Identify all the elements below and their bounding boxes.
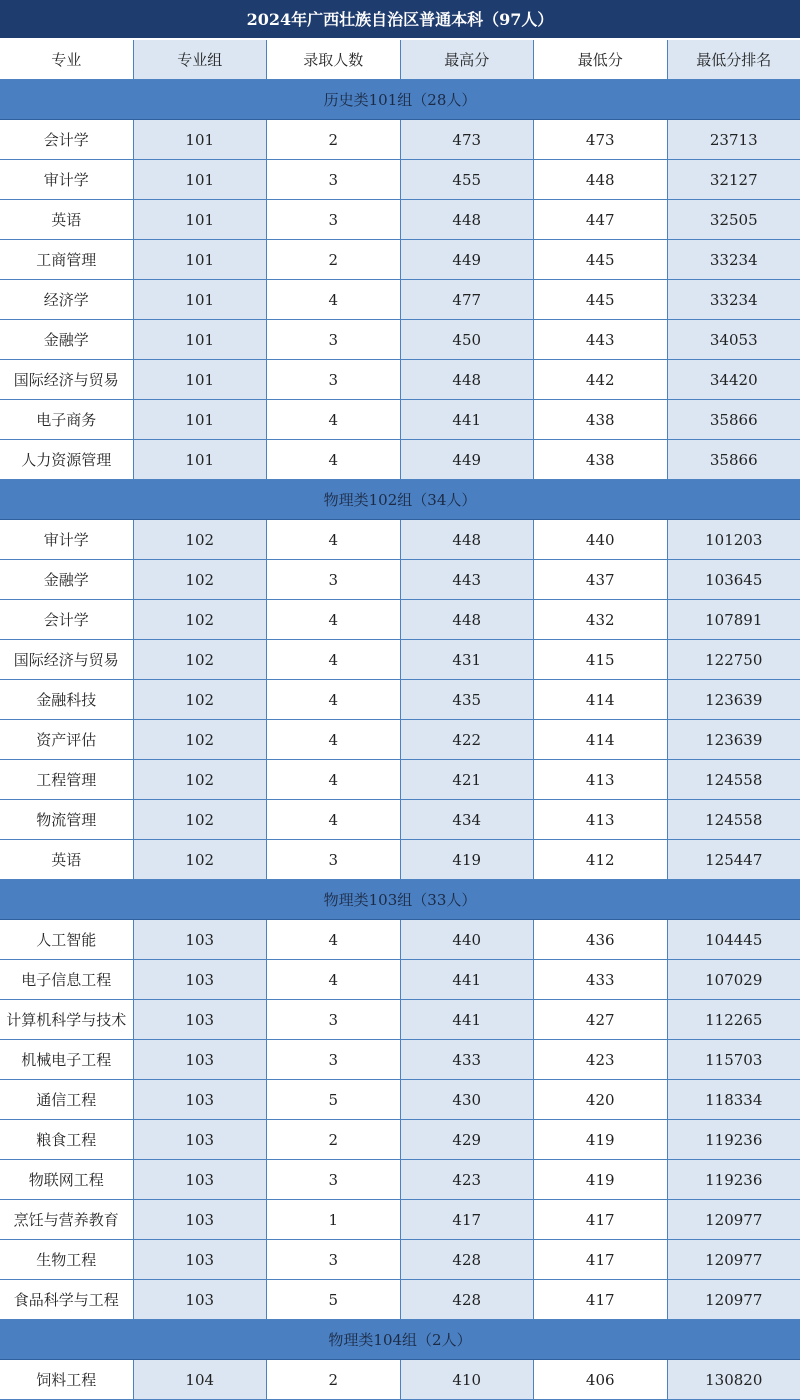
cell-min-rank: 101203 — [668, 520, 800, 559]
cell-min-rank: 122750 — [668, 640, 800, 679]
cell-group: 101 — [134, 120, 268, 159]
table-row — [0, 120, 800, 160]
cell-group: 101 — [134, 360, 268, 399]
table-row — [0, 600, 800, 640]
cell-group: 103 — [134, 1000, 268, 1039]
cell-group: 103 — [134, 960, 268, 999]
table-row — [0, 920, 800, 960]
cell-admitted: 3 — [267, 1160, 401, 1199]
cell-min-score: 414 — [534, 680, 668, 719]
cell-min-score: 419 — [534, 1160, 668, 1199]
table-row — [0, 1120, 800, 1160]
table-header-row — [0, 40, 800, 80]
cell-major: 机械电子工程 — [0, 1040, 134, 1079]
cell-min-score: 413 — [534, 800, 668, 839]
cell-max-score: 448 — [401, 600, 535, 639]
cell-admitted: 1 — [267, 1200, 401, 1239]
cell-min-rank: 124558 — [668, 760, 800, 799]
cell-max-score: 422 — [401, 720, 535, 759]
table-row — [0, 960, 800, 1000]
cell-min-rank: 104445 — [668, 920, 800, 959]
cell-min-rank: 123639 — [668, 720, 800, 759]
cell-group: 103 — [134, 1040, 268, 1079]
cell-max-score: 441 — [401, 960, 535, 999]
cell-group: 102 — [134, 560, 268, 599]
table-row — [0, 520, 800, 560]
cell-group: 101 — [134, 400, 268, 439]
cell-group: 102 — [134, 720, 268, 759]
table-row — [0, 440, 800, 480]
cell-min-score: 442 — [534, 360, 668, 399]
cell-min-rank: 107029 — [668, 960, 800, 999]
cell-major: 物流管理 — [0, 800, 134, 839]
cell-min-rank: 119236 — [668, 1160, 800, 1199]
cell-major: 金融学 — [0, 320, 134, 359]
cell-major: 物联网工程 — [0, 1160, 134, 1199]
cell-min-rank: 33234 — [668, 280, 800, 319]
header-max-score: 最高分 — [401, 40, 535, 79]
cell-min-rank: 119236 — [668, 1120, 800, 1159]
cell-group: 102 — [134, 680, 268, 719]
cell-major: 金融科技 — [0, 680, 134, 719]
cell-min-rank: 34053 — [668, 320, 800, 359]
cell-min-score: 445 — [534, 240, 668, 279]
cell-min-rank: 125447 — [668, 840, 800, 879]
cell-group: 103 — [134, 1240, 268, 1279]
cell-min-score: 427 — [534, 1000, 668, 1039]
cell-max-score: 449 — [401, 240, 535, 279]
cell-max-score: 441 — [401, 400, 535, 439]
cell-group: 102 — [134, 640, 268, 679]
header-min-rank: 最低分排名 — [668, 40, 800, 79]
cell-min-score: 473 — [534, 120, 668, 159]
table-row — [0, 1200, 800, 1240]
cell-min-score: 415 — [534, 640, 668, 679]
cell-min-rank: 107891 — [668, 600, 800, 639]
cell-max-score: 428 — [401, 1280, 535, 1319]
cell-min-rank: 34420 — [668, 360, 800, 399]
cell-major: 通信工程 — [0, 1080, 134, 1119]
cell-admitted: 4 — [267, 920, 401, 959]
cell-major: 经济学 — [0, 280, 134, 319]
cell-admitted: 4 — [267, 680, 401, 719]
table-row — [0, 160, 800, 200]
table-row — [0, 680, 800, 720]
cell-max-score: 421 — [401, 760, 535, 799]
cell-min-score: 406 — [534, 1360, 668, 1399]
cell-min-score: 419 — [534, 1120, 668, 1159]
cell-major: 电子商务 — [0, 400, 134, 439]
cell-major: 生物工程 — [0, 1240, 134, 1279]
cell-admitted: 3 — [267, 560, 401, 599]
cell-group: 102 — [134, 800, 268, 839]
cell-min-rank: 130820 — [668, 1360, 800, 1399]
table-row — [0, 1240, 800, 1280]
table-row — [0, 640, 800, 680]
cell-min-score: 438 — [534, 400, 668, 439]
table-row — [0, 1360, 800, 1400]
cell-min-score: 413 — [534, 760, 668, 799]
cell-min-rank: 120977 — [668, 1240, 800, 1279]
cell-admitted: 3 — [267, 160, 401, 199]
cell-min-score: 443 — [534, 320, 668, 359]
cell-min-score: 440 — [534, 520, 668, 559]
cell-major: 饲料工程 — [0, 1360, 134, 1399]
cell-admitted: 4 — [267, 400, 401, 439]
table-row — [0, 760, 800, 800]
cell-max-score: 449 — [401, 440, 535, 479]
cell-max-score: 473 — [401, 120, 535, 159]
cell-group: 101 — [134, 200, 268, 239]
cell-min-score: 437 — [534, 560, 668, 599]
cell-min-rank: 112265 — [668, 1000, 800, 1039]
cell-group: 102 — [134, 840, 268, 879]
header-min-score: 最低分 — [534, 40, 668, 79]
header-group: 专业组 — [134, 40, 268, 79]
table-row — [0, 1280, 800, 1320]
cell-group: 101 — [134, 280, 268, 319]
cell-admitted: 3 — [267, 840, 401, 879]
cell-major: 会计学 — [0, 120, 134, 159]
cell-group: 101 — [134, 160, 268, 199]
cell-major: 英语 — [0, 840, 134, 879]
cell-min-rank: 23713 — [668, 120, 800, 159]
cell-major: 食品科学与工程 — [0, 1280, 134, 1319]
cell-admitted: 3 — [267, 1040, 401, 1079]
cell-group: 103 — [134, 1080, 268, 1119]
cell-major: 粮食工程 — [0, 1120, 134, 1159]
cell-admitted: 3 — [267, 200, 401, 239]
cell-admitted: 3 — [267, 1000, 401, 1039]
cell-group: 103 — [134, 1120, 268, 1159]
cell-major: 英语 — [0, 200, 134, 239]
cell-min-rank: 32127 — [668, 160, 800, 199]
cell-major: 人工智能 — [0, 920, 134, 959]
cell-min-score: 448 — [534, 160, 668, 199]
cell-max-score: 448 — [401, 360, 535, 399]
cell-min-rank: 103645 — [668, 560, 800, 599]
cell-admitted: 4 — [267, 280, 401, 319]
table-row — [0, 360, 800, 400]
table-row — [0, 840, 800, 880]
cell-max-score: 417 — [401, 1200, 535, 1239]
cell-major: 资产评估 — [0, 720, 134, 759]
cell-major: 国际经济与贸易 — [0, 360, 134, 399]
cell-admitted: 4 — [267, 800, 401, 839]
cell-min-rank: 123639 — [668, 680, 800, 719]
cell-min-score: 438 — [534, 440, 668, 479]
table-row — [0, 280, 800, 320]
cell-min-rank: 35866 — [668, 440, 800, 479]
cell-group: 101 — [134, 240, 268, 279]
cell-group: 102 — [134, 600, 268, 639]
cell-admitted: 4 — [267, 720, 401, 759]
table-row — [0, 560, 800, 600]
cell-major: 烹饪与营养教育 — [0, 1200, 134, 1239]
table-row — [0, 320, 800, 360]
cell-group: 101 — [134, 440, 268, 479]
cell-admitted: 4 — [267, 600, 401, 639]
group-header: 历史类101组（28人） — [0, 80, 800, 120]
group-header: 物理类104组（2人） — [0, 1320, 800, 1360]
cell-max-score: 448 — [401, 200, 535, 239]
cell-max-score: 450 — [401, 320, 535, 359]
table-row — [0, 1040, 800, 1080]
cell-max-score: 441 — [401, 1000, 535, 1039]
cell-admitted: 5 — [267, 1280, 401, 1319]
cell-min-rank: 120977 — [668, 1280, 800, 1319]
group-header: 物理类103组（33人） — [0, 880, 800, 920]
cell-min-rank: 35866 — [668, 400, 800, 439]
cell-group: 102 — [134, 760, 268, 799]
cell-max-score: 410 — [401, 1360, 535, 1399]
cell-admitted: 3 — [267, 360, 401, 399]
table-row — [0, 1000, 800, 1040]
cell-min-rank: 120977 — [668, 1200, 800, 1239]
cell-admitted: 2 — [267, 240, 401, 279]
cell-max-score: 455 — [401, 160, 535, 199]
table-title: 2024年广西壮族自治区普通本科（97人） — [0, 0, 800, 40]
cell-max-score: 428 — [401, 1240, 535, 1279]
cell-max-score: 435 — [401, 680, 535, 719]
cell-major: 国际经济与贸易 — [0, 640, 134, 679]
cell-group: 103 — [134, 920, 268, 959]
cell-max-score: 433 — [401, 1040, 535, 1079]
cell-min-score: 432 — [534, 600, 668, 639]
table-row — [0, 400, 800, 440]
cell-major: 审计学 — [0, 160, 134, 199]
cell-major: 金融学 — [0, 560, 134, 599]
cell-group: 103 — [134, 1200, 268, 1239]
cell-admitted: 2 — [267, 1120, 401, 1159]
cell-min-score: 417 — [534, 1280, 668, 1319]
cell-max-score: 429 — [401, 1120, 535, 1159]
cell-min-rank: 33234 — [668, 240, 800, 279]
cell-min-score: 417 — [534, 1200, 668, 1239]
cell-min-score: 436 — [534, 920, 668, 959]
cell-max-score: 443 — [401, 560, 535, 599]
cell-min-rank: 115703 — [668, 1040, 800, 1079]
cell-major: 计算机科学与技术 — [0, 1000, 134, 1039]
cell-major: 电子信息工程 — [0, 960, 134, 999]
cell-admitted: 2 — [267, 1360, 401, 1399]
table-row — [0, 800, 800, 840]
table-row — [0, 240, 800, 280]
table-row — [0, 720, 800, 760]
cell-max-score: 423 — [401, 1160, 535, 1199]
cell-min-score: 447 — [534, 200, 668, 239]
cell-admitted: 3 — [267, 320, 401, 359]
cell-admitted: 2 — [267, 120, 401, 159]
cell-admitted: 4 — [267, 960, 401, 999]
table-row — [0, 1160, 800, 1200]
table-row — [0, 1080, 800, 1120]
cell-min-score: 420 — [534, 1080, 668, 1119]
cell-max-score: 440 — [401, 920, 535, 959]
cell-major: 工程管理 — [0, 760, 134, 799]
cell-max-score: 434 — [401, 800, 535, 839]
cell-min-score: 412 — [534, 840, 668, 879]
table-row — [0, 200, 800, 240]
cell-admitted: 4 — [267, 520, 401, 559]
cell-max-score: 419 — [401, 840, 535, 879]
header-major: 专业 — [0, 40, 134, 79]
cell-group: 104 — [134, 1360, 268, 1399]
cell-min-score: 445 — [534, 280, 668, 319]
cell-group: 102 — [134, 520, 268, 559]
cell-admitted: 4 — [267, 440, 401, 479]
cell-min-score: 417 — [534, 1240, 668, 1279]
cell-major: 人力资源管理 — [0, 440, 134, 479]
cell-min-score: 433 — [534, 960, 668, 999]
cell-group: 103 — [134, 1160, 268, 1199]
cell-max-score: 477 — [401, 280, 535, 319]
cell-max-score: 431 — [401, 640, 535, 679]
header-admitted: 录取人数 — [267, 40, 401, 79]
cell-major: 会计学 — [0, 600, 134, 639]
cell-group: 101 — [134, 320, 268, 359]
cell-max-score: 430 — [401, 1080, 535, 1119]
group-header: 物理类102组（34人） — [0, 480, 800, 520]
cell-min-rank: 32505 — [668, 200, 800, 239]
cell-admitted: 4 — [267, 640, 401, 679]
cell-max-score: 448 — [401, 520, 535, 559]
cell-admitted: 5 — [267, 1080, 401, 1119]
cell-min-score: 414 — [534, 720, 668, 759]
table-body — [0, 80, 800, 1400]
cell-major: 工商管理 — [0, 240, 134, 279]
cell-min-score: 423 — [534, 1040, 668, 1079]
cell-admitted: 3 — [267, 1240, 401, 1279]
cell-major: 审计学 — [0, 520, 134, 559]
cell-admitted: 4 — [267, 760, 401, 799]
cell-min-rank: 124558 — [668, 800, 800, 839]
cell-min-rank: 118334 — [668, 1080, 800, 1119]
cell-group: 103 — [134, 1280, 268, 1319]
